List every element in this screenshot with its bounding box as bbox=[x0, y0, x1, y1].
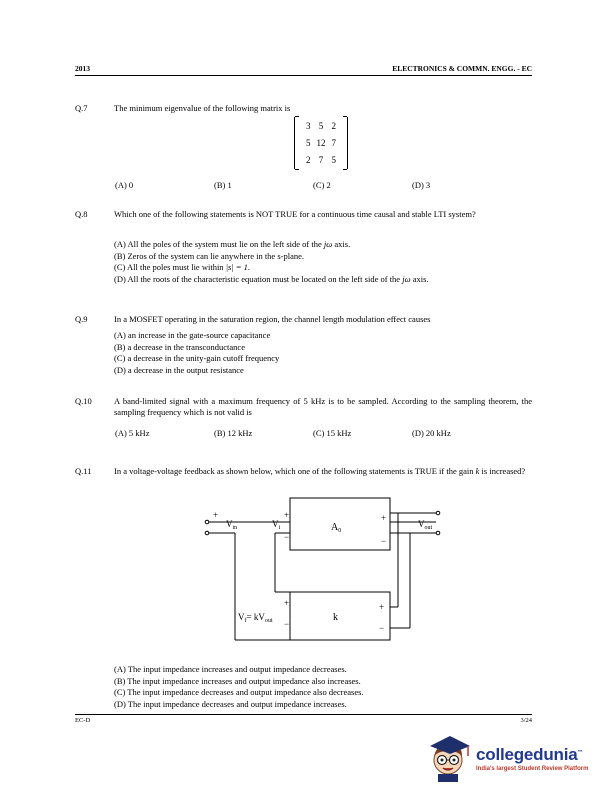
q9-option-d: (D) a decrease in the output resistance bbox=[114, 364, 244, 375]
matrix-cell: 5 bbox=[306, 137, 311, 148]
vf-minus: − bbox=[284, 619, 290, 629]
q11-option-b: (B) The input impedance increases and output impedance also increases. bbox=[114, 675, 361, 686]
header-year: 2013 bbox=[75, 64, 90, 73]
q8-option-b: (B) Zeros of the system can lie anywhere in the s-plane. bbox=[114, 250, 305, 261]
matrix-cell: 5 bbox=[318, 120, 324, 131]
q8-number: Q.8 bbox=[75, 209, 88, 219]
q8-option-d: (D) All the roots of the characteristic equation must be located on the left side of the jω axis. bbox=[114, 273, 429, 284]
feedback-block bbox=[290, 592, 390, 640]
q7-option-d: (D) 3 bbox=[412, 180, 431, 190]
q11-option-a: (A) The input impedance increases and output impedance decreases. bbox=[114, 664, 347, 674]
q11-number: Q.11 bbox=[75, 466, 92, 476]
footer-rule bbox=[75, 714, 532, 715]
q9-option-a: (A) an increase in the gate-source capacitance bbox=[114, 330, 271, 340]
footer-code: EC-D bbox=[75, 717, 91, 724]
brand-tagline: India's largest Student Review Platform bbox=[476, 766, 589, 772]
vi-minus: − bbox=[284, 532, 290, 542]
footer-page: 3/24 bbox=[520, 717, 532, 724]
q9-option-b: (B) a decrease in the transconductance bbox=[114, 341, 245, 352]
vi-plus: + bbox=[284, 510, 290, 520]
q7-option-a: (A) 0 bbox=[115, 180, 134, 190]
q11-option-c: (C) The input impedance decreases and output impedance also decreases. bbox=[114, 687, 364, 697]
q8-option-a: (A) All the poles of the system must lie on the left side of the jω axis. bbox=[114, 239, 351, 249]
q10-text: A band-limited signal with a maximum frequency of 5 kHz is to be sampled. According to the sampling theorem, the sampling frequency which is not valid is bbox=[114, 396, 532, 417]
output-terminal-top bbox=[436, 511, 440, 515]
vout-label: $V_{out}$ bbox=[418, 519, 433, 531]
q7-option-c: (C) 2 bbox=[313, 180, 331, 190]
mascot-logo-icon bbox=[424, 732, 474, 784]
q9-text: In a MOSFET operating in the saturation region, the channel length modulation effect causes bbox=[114, 314, 431, 324]
header-subject: ELECTRONICS & COMMN. ENGG. - EC bbox=[392, 64, 532, 73]
q10-option-c: (C) 15 kHz bbox=[313, 428, 352, 438]
q10-option-d: (D) 20 kHz bbox=[412, 428, 451, 438]
amp-out-minus: − bbox=[381, 536, 387, 546]
vin-plus: + bbox=[213, 510, 219, 520]
brand-name: collegedunia™ bbox=[476, 745, 583, 764]
fb-in-plus: + bbox=[379, 602, 385, 612]
q11-option-d: (D) The input impedance decreases and output impedance increases. bbox=[114, 698, 347, 709]
vf-plus: + bbox=[284, 598, 290, 608]
q7-number: Q.7 bbox=[75, 103, 88, 113]
vi-label: $V_i$ bbox=[272, 519, 281, 531]
q10-number: Q.10 bbox=[75, 396, 92, 406]
fb-in-minus: − bbox=[379, 623, 385, 633]
feedback-label: k bbox=[333, 612, 338, 623]
matrix-cell: 7 bbox=[318, 154, 324, 165]
input-terminal-bottom bbox=[205, 531, 209, 535]
q8-text: Which one of the following statements is NOT TRUE for a continuous time causal and stable LTI system? bbox=[114, 209, 476, 219]
q11-options bbox=[114, 664, 364, 710]
q11-text: In a voltage-voltage feedback as shown below, which one of the following statements is TRUE if the gain k is increased? bbox=[114, 466, 526, 476]
vin-label: $V_{in}$ bbox=[226, 519, 238, 531]
output-terminal-bottom bbox=[436, 531, 440, 535]
matrix-cell: 5 bbox=[331, 154, 336, 165]
amp-out-plus: + bbox=[381, 513, 387, 523]
brand bbox=[476, 745, 588, 772]
q10-option-b: (B) 12 kHz bbox=[214, 428, 253, 438]
q7-option-b: (B) 1 bbox=[214, 180, 232, 190]
amplifier-block bbox=[290, 498, 390, 550]
amplifier-label: $A_0$ bbox=[331, 522, 342, 534]
matrix-cell: 12 bbox=[316, 137, 326, 148]
input-terminal-top bbox=[205, 520, 209, 524]
matrix-cell: 7 bbox=[331, 137, 336, 148]
q7-text: The minimum eigenvalue of the following matrix is bbox=[114, 103, 291, 113]
q9-number: Q.9 bbox=[75, 314, 88, 324]
matrix-cell: 2 bbox=[306, 154, 311, 165]
q9-option-c: (C) a decrease in the unity-gain cutoff frequency bbox=[114, 353, 280, 363]
vf-label: $V_f= kV_{out}$ bbox=[238, 612, 273, 624]
matrix-cell: 2 bbox=[331, 120, 336, 131]
q10-option-a: (A) 5 kHz bbox=[115, 428, 150, 438]
q8-option-c: (C) All the poles must lie within |s| = 1. bbox=[114, 262, 251, 272]
matrix-cell: 3 bbox=[306, 120, 311, 131]
